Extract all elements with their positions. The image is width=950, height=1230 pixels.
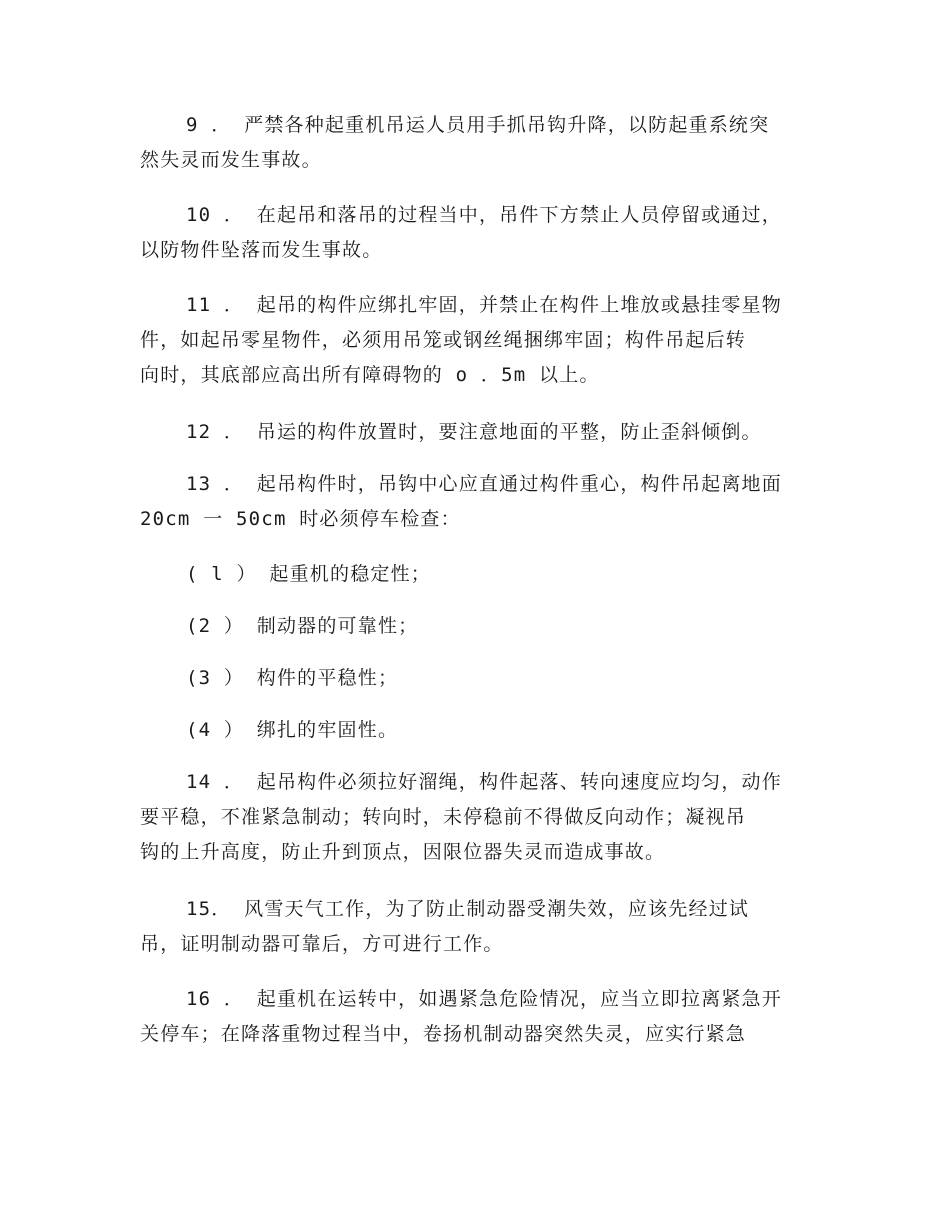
paragraph-line: 然失灵而发生事故。 <box>140 149 322 171</box>
paragraph-line: ( l ） 起重机的稳定性； <box>186 563 431 585</box>
paragraph-item-12 <box>140 415 810 450</box>
paragraph-item-15 <box>140 892 810 962</box>
paragraph-line: 要平稳，不准紧急制动；转向时，未停稳前不得做反向动作；凝视吊 <box>140 806 747 828</box>
paragraph-line: 14 ． 起吊构件必须拉好溜绳，构件起落、转向速度应均匀，动作 <box>186 771 782 793</box>
paragraph-item-13-4 <box>140 713 810 748</box>
paragraph-line: 20cm 一 50cm 时必须停车检查： <box>140 508 461 530</box>
paragraph-line: (4 ） 绑扎的牢固性。 <box>186 719 399 741</box>
paragraph-line: (2 ） 制动器的可靠性； <box>186 615 419 637</box>
paragraph-item-10 <box>140 198 810 268</box>
paragraph-line: 13 ． 起吊构件时，吊钩中心应直通过构件重心，构件吊起离地面 <box>186 473 782 495</box>
paragraph-line: 15． 风雪天气工作，为了防止制动器受潮失效，应该先经过试 <box>186 898 750 920</box>
paragraph-item-14 <box>140 765 810 870</box>
paragraph-line: 12 ． 吊运的构件放置时，要注意地面的平整，防止歪斜倾倒。 <box>186 421 762 443</box>
paragraph-item-16 <box>140 982 810 1052</box>
paragraph-line: (3 ） 构件的平稳性； <box>186 667 399 689</box>
paragraph-line: 9 ． 严禁各种起重机吊运人员用手抓吊钩升降，以防起重系统突 <box>186 114 770 136</box>
paragraph-line: 钩的上升高度，防止升到顶点，因限位器失灵而造成事故。 <box>140 841 666 863</box>
paragraph-line: 吊，证明制动器可靠后，方可进行工作。 <box>140 933 504 955</box>
paragraph-line: 16 ． 起重机在运转中，如遇紧急危险情况，应当立即拉离紧急开 <box>186 988 782 1010</box>
paragraph-item-11 <box>140 288 810 393</box>
paragraph-line: 件，如起吊零星物件，必须用吊笼或钢丝绳捆绑牢固；构件吊起后转 <box>140 329 747 351</box>
paragraph-line: 以防物件坠落而发生事故。 <box>140 239 383 261</box>
paragraph-item-13-2 <box>140 609 810 644</box>
paragraph-item-13-1 <box>140 557 810 592</box>
paragraph-line: 向时，其底部应高出所有障碍物的 o ．5m 以上。 <box>140 364 600 386</box>
paragraph-line: 10 ． 在起吊和落吊的过程当中，吊件下方禁止人员停留或通过， <box>186 204 782 226</box>
paragraph-item-13-3 <box>140 661 810 696</box>
paragraph-item-13 <box>140 467 810 537</box>
paragraph-line: 11 ． 起吊的构件应绑扎牢固，并禁止在构件上堆放或悬挂零星物 <box>186 294 782 316</box>
paragraph-item-9 <box>140 108 810 178</box>
paragraph-line: 关停车；在降落重物过程当中，卷扬机制动器突然失灵，应实行紧急 <box>140 1023 747 1045</box>
